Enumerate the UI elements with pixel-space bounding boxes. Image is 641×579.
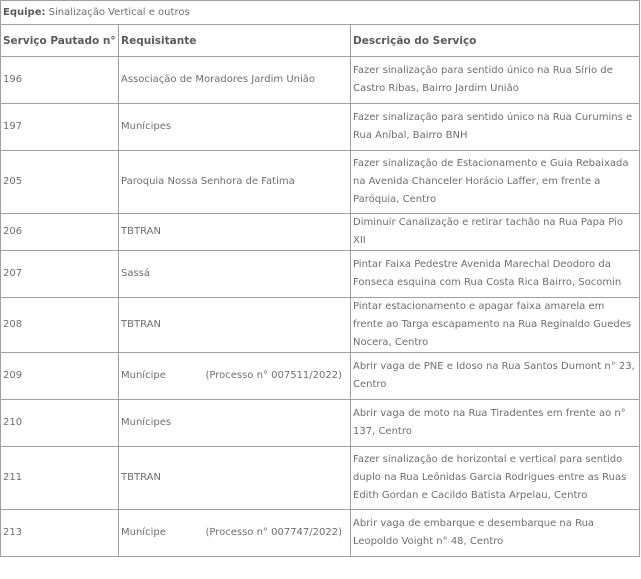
- team-value: Sinalização Vertical e outros: [48, 6, 190, 18]
- service-description: Diminuir Canalização e retirar tachão na Rua Papa Pio XII: [351, 214, 640, 251]
- requester: Munícipe: [121, 370, 166, 381]
- table-row: [1, 214, 640, 251]
- requester: Associação de Moradores Jardim União: [119, 57, 351, 104]
- requester: TBTRAN: [119, 447, 351, 510]
- table-row: [1, 104, 640, 151]
- process-number: (Processo n° 007747/2022): [205, 527, 342, 538]
- requester: Sassá: [119, 251, 351, 298]
- team-cell: [1, 1, 640, 25]
- table-row: [1, 151, 640, 214]
- service-description: Abrir vaga de moto na Rua Tiradentes em frente ao n° 137, Centro: [351, 400, 640, 447]
- service-description: Pintar Faixa Pedestre Avenida Marechal Deodoro da Fonseca esquina com Rua Costa Rica Bairro, Socomin: [351, 251, 640, 298]
- table-row: [1, 251, 640, 298]
- table-row: [1, 400, 640, 447]
- table-row: [1, 510, 640, 557]
- service-description: Fazer sinalização para sentido único na Rua Sírio de Castro Ribas, Bairro Jardim União: [351, 57, 640, 104]
- service-description: Abrir vaga de PNE e Idoso na Rua Santos Dumont n° 23, Centro: [351, 353, 640, 400]
- table-row: [1, 298, 640, 353]
- column-header-description: Descrição do Serviço: [351, 25, 640, 57]
- service-number: 211: [1, 447, 119, 510]
- service-number: 196: [1, 57, 119, 104]
- service-number: 209: [1, 353, 119, 400]
- table-row: [1, 353, 640, 400]
- column-header-number: Serviço Pautado n°: [1, 25, 119, 57]
- service-number: 205: [1, 151, 119, 214]
- service-description: Pintar estacionamento e apagar faixa amarela em frente ao Targa escapamento na Rua Reginaldo Guedes Nocera, Centro: [351, 298, 640, 353]
- requester: Paroquia Nossa Senhora de Fatima: [119, 151, 351, 214]
- service-description: Abrir vaga de embarque e desembarque na Rua Leopoldo Voight n° 48, Centro: [351, 510, 640, 557]
- service-number: 213: [1, 510, 119, 557]
- table-row: [1, 447, 640, 510]
- requester: Munícipes: [119, 104, 351, 151]
- requester-cell: [119, 353, 351, 400]
- service-number: 208: [1, 298, 119, 353]
- service-number: 207: [1, 251, 119, 298]
- requester: TBTRAN: [119, 298, 351, 353]
- service-number: 197: [1, 104, 119, 151]
- team-row: [1, 1, 640, 25]
- process-number: (Processo n° 007511/2022): [205, 370, 342, 381]
- column-header-requester: Requisitante: [119, 25, 351, 57]
- requester: Munícipes: [119, 400, 351, 447]
- service-number: 210: [1, 400, 119, 447]
- header-row: [1, 25, 640, 57]
- service-number: 206: [1, 214, 119, 251]
- service-description: Fazer sinalização de horizontal e vertical para sentido duplo na Rua Leônidas Garcia Rodrigues entre as Ruas Edith Gordan e Cacildo Batista Arpelau, Centro: [351, 447, 640, 510]
- service-description: Fazer sinalização de Estacionamento e Guia Rebaixada na Avenida Chanceler Horácio Laffer, em frente a Paróquia, Centro: [351, 151, 640, 214]
- service-description: Fazer sinalização para sentido único na Rua Curumins e Rua Aníbal, Bairro BNH: [351, 104, 640, 151]
- team-label: Equipe:: [3, 6, 46, 18]
- requester: Munícipe: [121, 527, 166, 538]
- requester: TBTRAN: [119, 214, 351, 251]
- requester-cell: [119, 510, 351, 557]
- table-row: [1, 57, 640, 104]
